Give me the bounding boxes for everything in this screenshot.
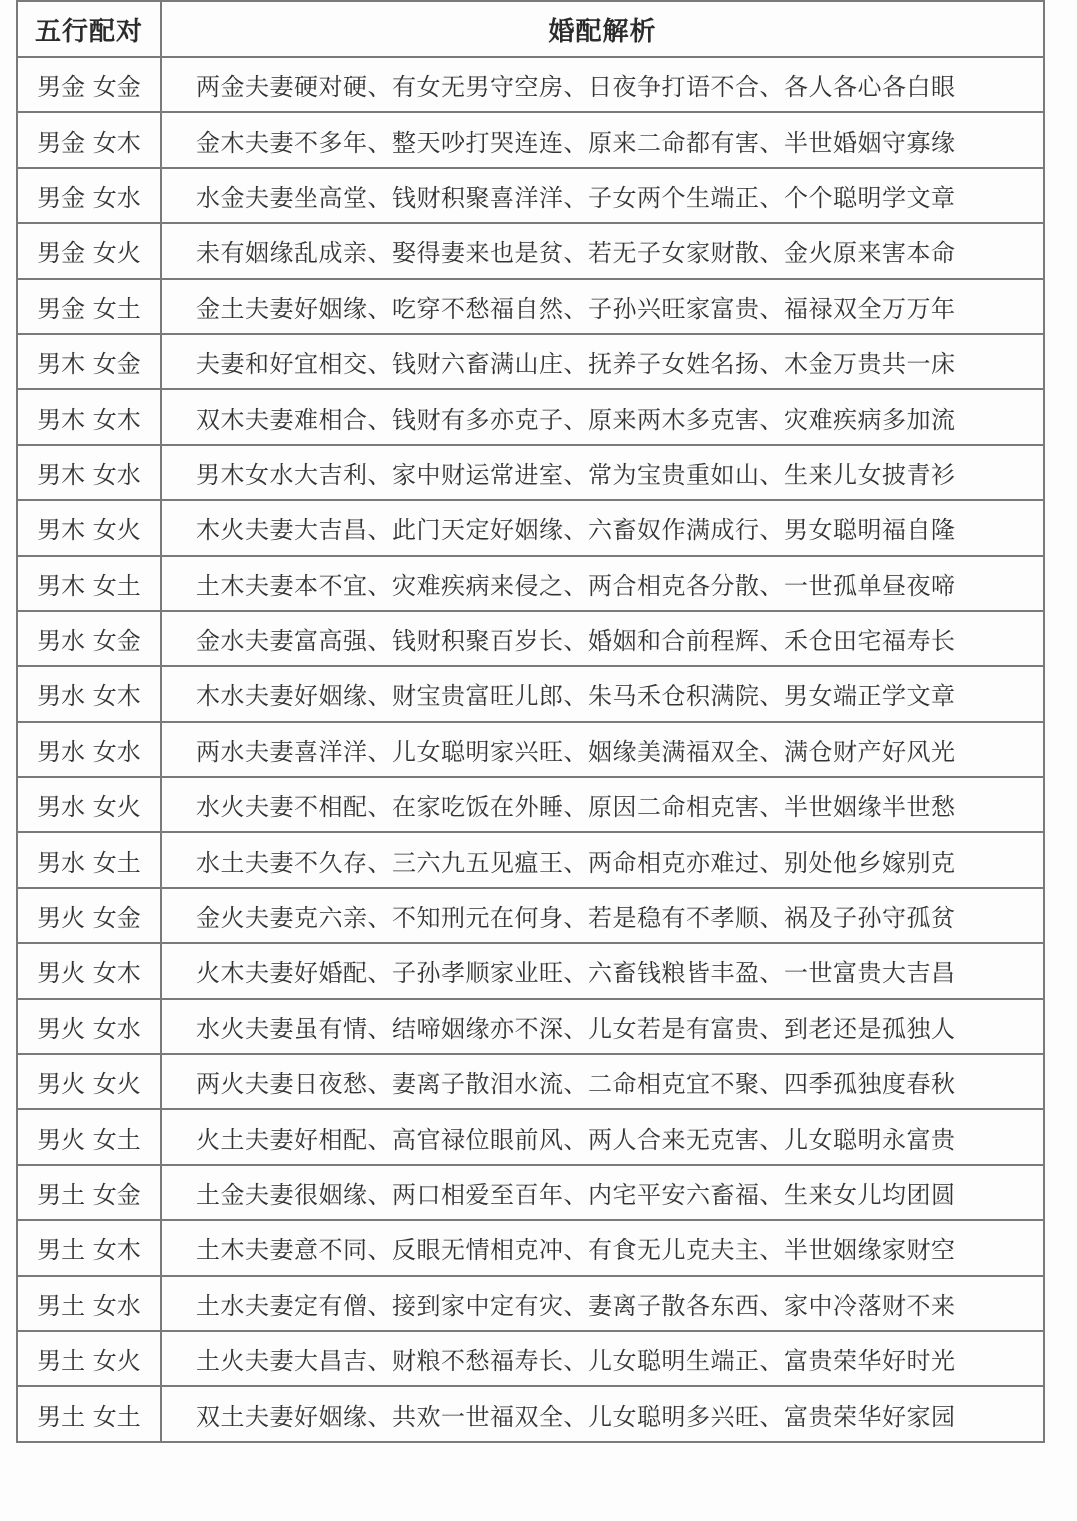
analysis-cell: 双土夫妻好姻缘、共欢一世福双全、儿女聪明多兴旺、富贵荣华好家园 [161,1386,1044,1441]
table-row [17,999,1044,1054]
table-row [17,777,1044,832]
pair-cell: 男火 女火 [17,1054,161,1109]
pair-cell: 男水 女火 [17,777,161,832]
table-row [17,1386,1044,1441]
pair-cell: 男火 女土 [17,1109,161,1164]
pair-cell: 男火 女金 [17,888,161,943]
pair-cell: 男水 女金 [17,611,161,666]
pair-cell: 男金 女土 [17,279,161,334]
pair-cell: 男金 女木 [17,112,161,167]
header-pair: 五行配对 [17,1,161,57]
pair-cell: 男火 女木 [17,943,161,998]
analysis-cell: 两火夫妻日夜愁、妻离子散泪水流、二命相克宜不聚、四季孤独度春秋 [161,1054,1044,1109]
table-row [17,500,1044,555]
pair-cell: 男木 女木 [17,389,161,444]
analysis-cell: 火木夫妻好婚配、子孙孝顺家业旺、六畜钱粮皆丰盈、一世富贵大吉昌 [161,943,1044,998]
table-row [17,168,1044,223]
pair-cell: 男土 女土 [17,1386,161,1441]
table-header-row [17,1,1044,57]
pair-cell: 男木 女火 [17,500,161,555]
pair-cell: 男金 女水 [17,168,161,223]
table-row [17,57,1044,112]
pair-cell: 男土 女金 [17,1165,161,1220]
analysis-cell: 金水夫妻富高强、钱财积聚百岁长、婚姻和合前程辉、禾仓田宅福寿长 [161,611,1044,666]
five-elements-marriage-table [16,0,1045,1443]
table-row [17,445,1044,500]
table-row [17,611,1044,666]
pair-cell: 男土 女水 [17,1276,161,1331]
table-row [17,666,1044,721]
table-row [17,1331,1044,1386]
pair-cell: 男水 女木 [17,666,161,721]
analysis-cell: 水火夫妻虽有情、结啼姻缘亦不深、儿女若是有富贵、到老还是孤独人 [161,999,1044,1054]
header-analysis: 婚配解析 [161,1,1044,57]
pair-cell: 男木 女水 [17,445,161,500]
table-row [17,888,1044,943]
analysis-cell: 两水夫妻喜洋洋、儿女聪明家兴旺、姻缘美满福双全、满仓财产好风光 [161,722,1044,777]
analysis-cell: 火土夫妻好相配、高官禄位眼前风、两人合来无克害、儿女聪明永富贵 [161,1109,1044,1164]
analysis-cell: 水金夫妻坐高堂、钱财积聚喜洋洋、子女两个生端正、个个聪明学文章 [161,168,1044,223]
analysis-cell: 土水夫妻定有僧、接到家中定有灾、妻离子散各东西、家中冷落财不来 [161,1276,1044,1331]
analysis-cell: 男木女水大吉利、家中财运常进室、常为宝贵重如山、生来儿女披青衫 [161,445,1044,500]
pair-cell: 男土 女木 [17,1220,161,1275]
table-row [17,223,1044,278]
analysis-cell: 木水夫妻好姻缘、财宝贵富旺儿郎、朱马禾仓积满院、男女端正学文章 [161,666,1044,721]
analysis-cell: 金土夫妻好姻缘、吃穿不愁福自然、子孙兴旺家富贵、福禄双全万万年 [161,279,1044,334]
table-row [17,722,1044,777]
analysis-cell: 双木夫妻难相合、钱财有多亦克子、原来两木多克害、灾难疾病多加流 [161,389,1044,444]
analysis-cell: 水火夫妻不相配、在家吃饭在外睡、原因二命相克害、半世姻缘半世愁 [161,777,1044,832]
table-row [17,832,1044,887]
pair-cell: 男水 女水 [17,722,161,777]
pair-cell: 男金 女金 [17,57,161,112]
table-row [17,556,1044,611]
analysis-cell: 木火夫妻大吉昌、此门天定好姻缘、六畜奴作满成行、男女聪明福自隆 [161,500,1044,555]
table-row [17,1109,1044,1164]
pair-cell: 男土 女火 [17,1331,161,1386]
pair-cell: 男木 女土 [17,556,161,611]
table-row [17,1220,1044,1275]
analysis-cell: 土火夫妻大昌吉、财粮不愁福寿长、儿女聪明生端正、富贵荣华好时光 [161,1331,1044,1386]
pair-cell: 男木 女金 [17,334,161,389]
analysis-cell: 土金夫妻很姻缘、两口相爱至百年、内宅平安六畜福、生来女儿均团圆 [161,1165,1044,1220]
table-row [17,1165,1044,1220]
analysis-cell: 未有姻缘乱成亲、娶得妻来也是贫、若无子女家财散、金火原来害本命 [161,223,1044,278]
analysis-cell: 土木夫妻本不宜、灾难疾病来侵之、两合相克各分散、一世孤单昼夜啼 [161,556,1044,611]
analysis-cell: 金木夫妻不多年、整天吵打哭连连、原来二命都有害、半世婚姻守寡缘 [161,112,1044,167]
pair-cell: 男水 女土 [17,832,161,887]
analysis-cell: 夫妻和好宜相交、钱财六畜满山庄、抚养子女姓名扬、木金万贵共一床 [161,334,1044,389]
analysis-cell: 土木夫妻意不同、反眼无情相克冲、有食无儿克夫主、半世姻缘家财空 [161,1220,1044,1275]
table-row [17,334,1044,389]
pair-cell: 男金 女火 [17,223,161,278]
table-row [17,943,1044,998]
table-row [17,1054,1044,1109]
table-row [17,389,1044,444]
analysis-cell: 金火夫妻克六亲、不知刑元在何身、若是稳有不孝顺、祸及子孙守孤贫 [161,888,1044,943]
analysis-cell: 两金夫妻硬对硬、有女无男守空房、日夜争打语不合、各人各心各白眼 [161,57,1044,112]
table-row [17,1276,1044,1331]
table-row [17,279,1044,334]
analysis-cell: 水土夫妻不久存、三六九五见瘟王、两命相克亦难过、别处他乡嫁别克 [161,832,1044,887]
pair-cell: 男火 女水 [17,999,161,1054]
table-row [17,112,1044,167]
